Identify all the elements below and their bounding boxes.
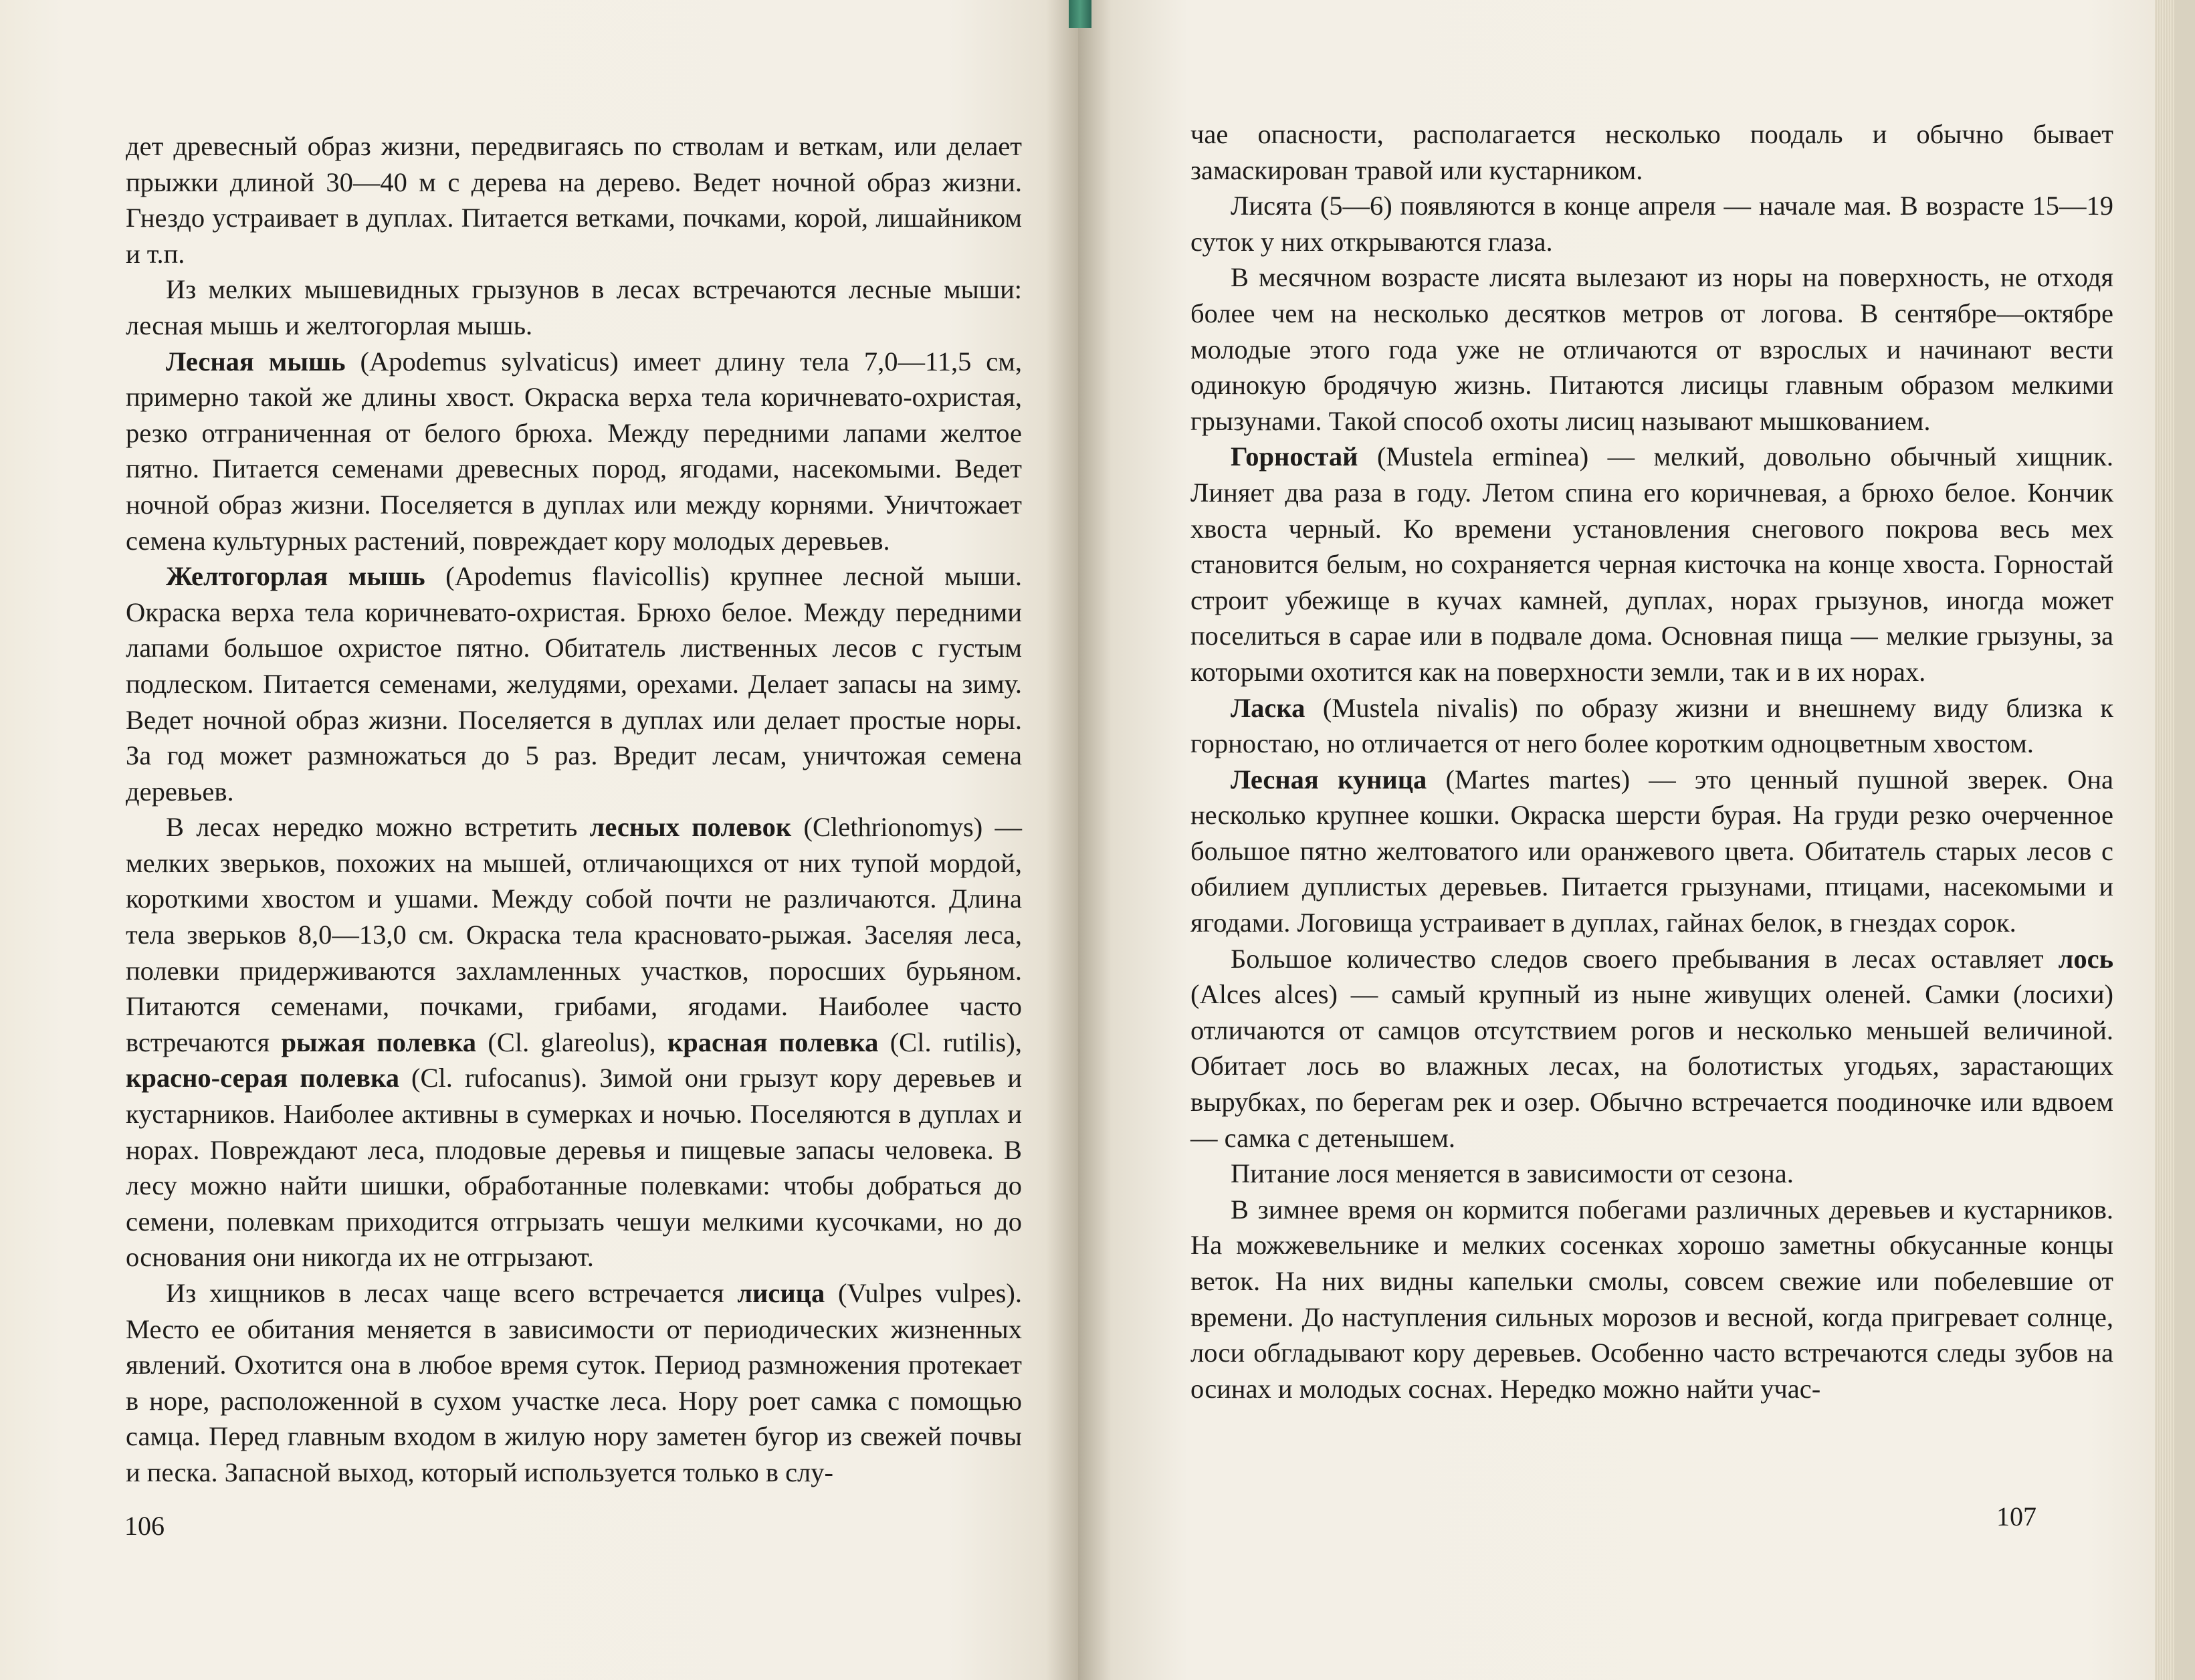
text-run: (Vulpes vulpes). Место ее обитания меняется в зависимости от периодических жизненных явлений. Охотится она в любое время суток. Период размножения протекает в норе, расположенной в сухом участке леса. Нору роет самка с помощью самца. Перед главным входом в жилую нору заметен бугор из свежей почвы и песка. Запасной выход, который используется только в слу-: [126, 1278, 1022, 1487]
paragraph: [1190, 116, 2113, 188]
left-page-number: 106: [124, 1511, 165, 1541]
bold-term: лесных полевок: [589, 812, 792, 843]
bold-term: красная полевка: [667, 1027, 879, 1057]
text-run: Питание лося меняется в зависимости от сезона.: [1231, 1158, 1794, 1189]
left-page: [0, 0, 1078, 1680]
page-edge: [2155, 0, 2175, 1680]
text-run: В лесах нередко можно встретить: [166, 812, 590, 843]
paragraph: [1190, 259, 2113, 439]
right-page-number: 107: [1996, 1501, 2036, 1532]
text-run: чае опасности, располагается несколько поодаль и обычно бывает замаскирован травой или кустарником.: [1190, 119, 2113, 185]
bold-term: лисица: [737, 1278, 825, 1308]
text-run: (Apodemus sylvaticus) имеет длину тела 7,0—11,5 см, примерно такой же длины хвост. Окраска верха тела коричневато-охристая, резко отграниченная от белого брюха. Между передними лапами желтое пятно. Питается семенами древесных пород, ягодами, насекомыми. Ведет ночной образ жизни. Поселяется в дуплах или между корнями. Уничтожает семена культурных растений, повреждает кору молодых деревьев.: [126, 346, 1022, 556]
text-run: В зимнее время он кормится побегами различных деревьев и кустарников. На можжевельнике и мелких сосенках хорошо заметны обкусанные концы веток. На них видны капельки смолы, совсем свежие или побелевшие от времени. До наступления сильных морозов и весной, когда пригревает солнце, лоси обгладывают кору деревьев. Особенно часто встречаются следы зубов на осинах и молодых соснах. Нередко можно найти учас-: [1190, 1194, 2113, 1404]
paragraph: [126, 1275, 1022, 1491]
paragraph: [126, 272, 1022, 343]
text-run: Большое количество следов своего пребывания в лесах оставляет: [1231, 943, 2059, 974]
text-run: (Cl. rutilis),: [878, 1027, 1022, 1057]
right-page-text: [1190, 116, 2113, 1406]
bold-term: Лесная куница: [1231, 764, 1427, 795]
paragraph: [1190, 690, 2113, 762]
paragraph: [1190, 941, 2113, 1156]
paragraph: [126, 809, 1022, 1275]
bold-term: лось: [2058, 943, 2113, 974]
paragraph: [1190, 439, 2113, 690]
text-run: Из хищников в лесах чаще всего встречается: [166, 1278, 738, 1308]
text-run: (Cl. rufocanus). Зимой они грызут кору деревьев и кустарников. Наиболее активны в сумерках и ночью. Поселяются в дуплах и норах. Повреждают леса, плодовые деревья и пищевые запасы человека. В лесу можно найти шишки, обработанные полевками: чтобы добраться до семени, полевкам приходится отгрызать чешуи мелкими кусочками, но до основания они никогда их не отгрызают.: [126, 1063, 1022, 1273]
paragraph: [126, 344, 1022, 559]
text-run: (Mustela erminea) — мелкий, довольно обычный хищник. Линяет два раза в году. Летом спина его коричневая, а брюхо белое. Кончик хвоста черный. Ко времени установления снегового покрова весь мех становится белым, но сохраняется черная кисточка на конце хвоста. Горностай строит убежище в кучах камней, дуплах, норах грызунов, иногда может поселиться в сарае или в подвале дома. Основная пища — мелкие грызуны, за которыми охотится как на поверхности земли, так и в их норах.: [1190, 441, 2113, 687]
text-run: (Mustela nivalis) по образу жизни и внешнему виду близка к горностаю, но отличается от него более коротким одноцветным хвостом.: [1190, 692, 2113, 759]
text-run: дет древесный образ жизни, передвигаясь по стволам и веткам, или делает прыжки длиной 30—40 м с дерева на дерево. Ведет ночной образ жизни. Гнездо устраивает в дуплах. Питается ветками, почками, корой, лишайником и т.п.: [126, 131, 1022, 269]
text-run: Лисята (5—6) появляются в конце апреля — начале мая. В возрасте 15—19 суток у них открываются глаза.: [1190, 191, 2113, 257]
text-run: В месячном возрасте лисята вылезают из норы на поверхность, не отходя более чем на несколько десятков метров от логова. В сентябре—октябре молодые этого года уже не отличаются от взрослых и начинают вести одинокую бродячую жизнь. Питаются лисицы главным образом мелкими грызунами. Такой способ охоты лисиц называют мышкованием.: [1190, 262, 2113, 436]
left-page-text: [126, 128, 1022, 1491]
text-run: (Clethrionomys) — мелких зверьков, похожих на мышей, отличающихся от них тупой мордой, короткими хвостом и ушами. Между собой почти не различаются. Длина тела зверьков 8,0—13,0 см. Окраска тела красновато-рыжая. Заселяя леса, полевки придерживаются захламленных участков, поросших бурьяном. Питаются семенами, почками, грибами, ягодами. Наиболее часто встречаются: [126, 812, 1022, 1057]
bold-term: Лесная мышь: [166, 346, 346, 377]
text-run: (Apodemus flavicollis) крупнее лесной мыши. Окраска верха тела коричневато-охристая. Брюхо белое. Между передними лапами большое охристое пятно. Обитатель лиственных лесов с густым подлеском. Питается семенами, желудями, орехами. Делает запасы на зиму. Ведет ночной образ жизни. Поселяется в дуплах или делает простые норы. За год может размножаться до 5 раз. Вредит лесам, уничтожая семена деревьев.: [126, 561, 1022, 807]
paragraph: [126, 558, 1022, 809]
text-run: (Martes martes) — это ценный пушной зверек. Она несколько крупнее кошки. Окраска шерсти бурая. На груди резко очерченное большое пятно желтоватого или оранжевого цвета. Обитатель старых лесов с обилием дуплистых деревьев. Питается грызунами, птицами, насекомыми и ягодами. Логовища устраивает в дуплах, гайнах белок, в гнездах сорок.: [1190, 764, 2113, 938]
paragraph: [1190, 1156, 2113, 1192]
text-run: (Alces alces) — самый крупный из ныне живущих оленей. Самки (лосихи) отличаются от самцов отсутствием рогов и несколько меньшей величиной. Обитает лось во влажных лесах, на болотистых угодьях, зарастающих вырубках, по берегам рек и озер. Обычно встречается поодиночке или вдвоем — самка с детенышем.: [1190, 979, 2113, 1153]
text-run: Из мелких мышевидных грызунов в лесах встречаются лесные мыши: лесная мышь и желтогорлая мышь.: [126, 274, 1022, 340]
bold-term: Горностай: [1231, 441, 1358, 472]
paragraph: [126, 128, 1022, 272]
bookmark-ribbon: [1069, 0, 1091, 28]
paragraph: [1190, 762, 2113, 941]
bold-term: красно-серая полевка: [126, 1063, 399, 1093]
text-run: (Cl. glareolus),: [476, 1027, 667, 1057]
bold-term: Ласка: [1231, 692, 1305, 723]
right-page: [1078, 0, 2175, 1680]
paragraph: [1190, 188, 2113, 259]
bold-term: рыжая полевка: [281, 1027, 477, 1057]
bold-term: Желтогорлая мышь: [166, 561, 425, 592]
paragraph: [1190, 1192, 2113, 1407]
